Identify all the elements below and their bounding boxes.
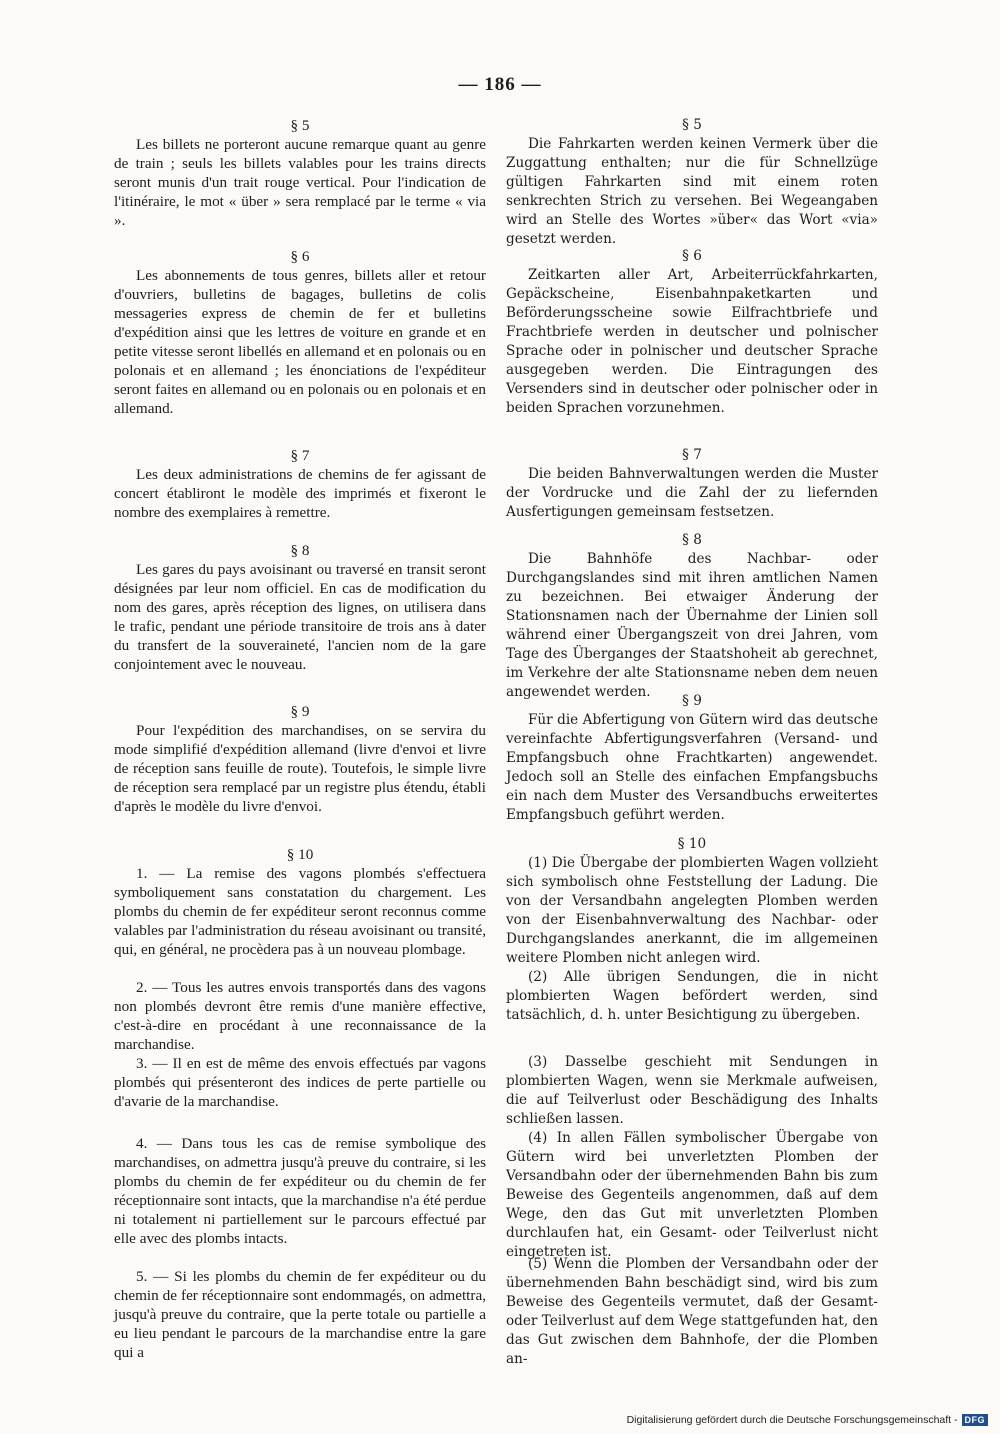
- list-item: 1. — La remise des vagons plombés s'effectuera symboliquement sans constatation du chargement. Les plombs du chemin de fer expéditeur seront reconnus comme valables par l'administration du réseau avoisinant ou transité, qui, en général, ne procèdera pas à un nouveau plombage.: [114, 865, 486, 958]
- section-text: Les abonnements de tous genres, billets aller et retour d'ouvriers, bulletins de bagages, bulletins de colis messageries express de chemin de fer et bulletins d'expédition ainsi que les lettres de voiture en grande et en petite vitesse seront libellés en allemand et en polonais ou en polonais et en allemand ; les énonciations de l'expéditeur seront faites en allemand ou en polonais ou en polonais et en allemand.: [114, 267, 486, 417]
- section-text: Die beiden Bahnverwaltungen werden die Muster der Vordrucke und die Zahl der zu liefernden Ausfertigungen gemeinsam festsetzen.: [506, 466, 878, 520]
- list-item: (4) In allen Fällen symbolischer Übergabe von Gütern wird bei unverletzten Plomben der Versandbahn oder der übernehmenden Bahn bis zum Beweise des Gegenteils angenommen, daß auf dem Wege, den das Gut mit unverletzten Plomben durchlaufen hat, ein Gesamt- oder Teilverlust nicht eingetreten ist.: [506, 1130, 878, 1260]
- section-heading: § 8: [682, 532, 702, 548]
- french-column: [114, 116, 486, 1362]
- section-heading: § 7: [290, 447, 310, 464]
- section-heading: § 5: [290, 117, 310, 134]
- footer: [627, 1414, 988, 1426]
- list-item: (2) Alle übrigen Sendungen, die in nicht plombierten Wagen befördert werden, sind tatsächlich, d. h. unter Besichtigung zu übergeben.: [506, 969, 878, 1023]
- page-number: — 186 —: [458, 74, 542, 95]
- list-item: 4. — Dans tous les cas de remise symbolique des marchandises, on admettra jusqu'à preuve du contraire, si les plombs du chemin de fer expéditeur ou du chemin de fer réceptionnaire sont intacts, que la marchandise n'a été perdue ni totalement ni partiellement sur le parcours effectué par elle avec des plombs intacts.: [114, 1135, 486, 1247]
- section-heading: § 9: [290, 703, 310, 720]
- section-heading: § 10: [286, 846, 314, 863]
- section-text: Les gares du pays avoisinant ou traversé en transit seront désignées par leur nom officiel. En cas de modification du nom des gares, après réception des lignes, on utilisera dans le trafic, pendant une période transitoire de trois ans à dater du transfert de la souveraineté, l'ancien nom de la gare conjointement avec le nouveau.: [114, 561, 486, 673]
- footer-text: Digitalisierung gefördert durch die Deutsche Forschungsgemeinschaft -: [626, 1414, 958, 1426]
- section-heading: § 9: [682, 693, 702, 709]
- section-heading: § 7: [682, 447, 702, 463]
- section-heading: § 6: [682, 248, 702, 264]
- list-item: 2. — Tous les autres envois transportés dans des vagons non plombés devront être remis d'une manière effective, c'est-à-dire en procédant à une reconnaissance de la marchandise.: [114, 979, 486, 1053]
- section-text: Die Bahnhöfe des Nachbar- oder Durchgangslandes sind mit ihren amtlichen Namen zu bezeichnen. Bei etwaiger Änderung der Stationsnamen nach der Übernahme der Linien soll während einer Übergangszeit von drei Jahren, vom Tage des Überganges der Staatshoheit ab gerechnet, im Verkehre der alte Stationsname neben dem neuen angewendet werden.: [506, 551, 878, 700]
- section-text: Für die Abfertigung von Gütern wird das deutsche vereinfachte Abfertigungsverfahren (Versand- und Empfangsbuch ohne Frachtkarten) angewendet. Jedoch soll an Stelle des einfachen Empfangsbuchs ein nach dem Muster des Versandbuchs erweitertes Empfangsbuch geführt werden.: [506, 712, 878, 823]
- list-item: 5. — Si les plombs du chemin de fer expéditeur ou du chemin de fer réceptionnaire sont endommagés, on admettra, jusqu'à preuve du contraire, que la perte totale ou partielle a eu lieu pendant le parcours de la marchandise entre la gare qui a: [114, 1268, 486, 1361]
- section-heading: § 6: [290, 248, 310, 265]
- section-text: Die Fahrkarten werden keinen Vermerk über die Zuggattung enthalten; nur die für Schnellzüge gültigen Fahrkarten sind mit einem roten senkrechten Strich zu versehen. Bei Wegeangaben wird an Stelle des Wortes »über« das Wort «via» gesetzt werden.: [506, 136, 878, 247]
- section-heading: § 8: [290, 542, 310, 559]
- section-heading: § 5: [682, 117, 702, 133]
- list-item: 3. — Il en est de même des envois effectués par vagons plombés qui présenteront des indices de perte partielle ou d'avarie de la marchandise.: [114, 1055, 486, 1110]
- section-heading: § 10: [677, 836, 707, 852]
- list-item: (5) Wenn die Plomben der Versandbahn oder der übernehmenden Bahn beschädigt sind, wird bis zum Beweise des Gegenteils vermutet, daß der Gesamt- oder Teilverlust auf dem Wege stattgefunden hat, den das Gut zwischen dem Bahnhofe, der die Plomben an-: [506, 1256, 878, 1367]
- list-item: (3) Dasselbe geschieht mit Sendungen in plombierten Wagen, wenn sie Merkmale aufweisen, die auf Teilverlust oder Beschädigung des Inhalts schließen lassen.: [506, 1054, 878, 1127]
- section-text: Les deux administrations de chemins de fer agissant de concert établiront le modèle des imprimés et fixeront le nombre des exemplaires à remettre.: [114, 466, 486, 521]
- german-column: [506, 116, 878, 1367]
- section-text: Pour l'expédition des marchandises, on se servira du mode simplifié d'expédition allemand (livre d'envoi et livre de réception sans feuille de route). Toutefois, le simple livre de réception sera remplacé par un registre plus étendu, établi d'après le modèle du livre d'envoi.: [114, 722, 486, 815]
- list-item: (1) Die Übergabe der plombierten Wagen vollzieht sich symbolisch ohne Feststellung der Ladung. Die von der Versandbahn angelegten Plomben werden von der Eisenbahnverwaltung des Nachbar- oder Durchgangslandes anerkannt, die im allgemeinen weitere Plomben nicht anlegen wird.: [506, 855, 878, 966]
- section-text: Zeitkarten aller Art, Arbeiterrückfahrkarten, Gepäckscheine, Eisenbahnpaketkarten und Beförderungsscheine sowie Eilfrachtbriefe und Frachtbriefe werden in deutscher und polnischer Sprache oder in polnischer und deutscher Sprache ausgegeben werden. Die Eintragungen des Versenders sind in deutscher oder polnischer oder in beiden Sprachen vorzunehmen.: [506, 267, 878, 416]
- section-text: Les billets ne porteront aucune remarque quant au genre de train ; seuls les billets valables pour les trains directs seront munis d'un trait rouge vertical. Pour l'indication de l'itinéraire, le mot « über » sera remplacé par le terme « via ».: [114, 136, 486, 229]
- dfg-logo: DFG: [962, 1414, 989, 1426]
